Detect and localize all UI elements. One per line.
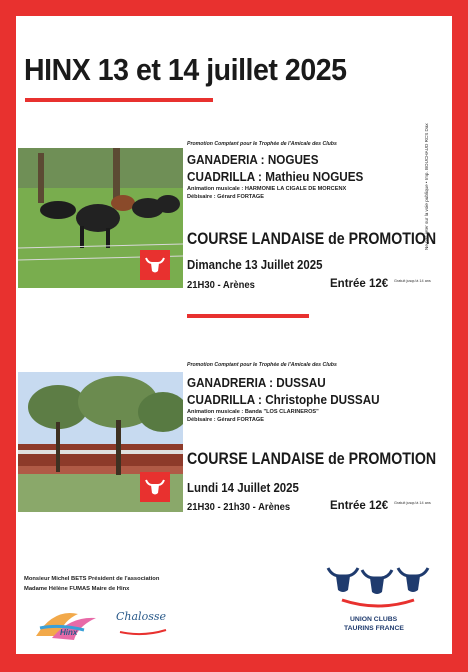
event2-animation: Animation musicale : Banda "LOS CLARINEROS" <box>187 409 319 415</box>
event1-cuadrilla: CUADRILLA : Mathieu NOGUES <box>187 169 364 184</box>
union-clubs-logo <box>322 562 434 614</box>
red-border-left <box>0 0 16 672</box>
event1-ganaderia: GANADERIA : NOGUES <box>187 152 319 167</box>
red-border-top <box>0 0 468 16</box>
bull-head-icon <box>140 472 170 502</box>
event1-time: 21H30 - Arènes <box>187 279 255 291</box>
bull-head-icon <box>140 250 170 280</box>
event2-free-note: Gratuit jusqu'à 14 ans <box>394 501 431 505</box>
event1-debisaire: Débisaire : Gérard FORTAGE <box>187 194 264 200</box>
poster-title: HINX 13 et 14 juillet 2025 <box>24 52 347 87</box>
event2-cuadrilla: CUADRILLA : Christophe DUSSAU <box>187 392 380 407</box>
union-line1: UNION CLUBS <box>350 616 398 623</box>
president-line: Monsieur Michel BETS Président de l'association <box>24 576 160 582</box>
event1-animation: Animation musicale : HARMONIE LA CIGALE DE MORCENX <box>187 186 347 192</box>
section-divider <box>187 314 309 318</box>
event2-price: Entrée 12€ <box>330 500 389 512</box>
union-line2: TAURINS FRANCE <box>344 625 404 632</box>
event1-free-note: Gratuit jusqu'à 14 ans <box>394 279 431 283</box>
event2-time: 21H30 - 21h30 - Arènes <box>187 501 291 513</box>
event1-trophy-note: Promotion Comptant pour le Trophée de l'Amicale des Clubs <box>187 141 337 147</box>
hinx-logo-text: Hinx <box>60 628 78 637</box>
red-border-bottom <box>0 654 468 672</box>
mayor-line: Madame Hélène FUMAS Maire de Hinx <box>24 586 130 592</box>
event1-course-title: COURSE LANDAISE de PROMOTION <box>187 230 437 248</box>
event1-price: Entrée 12€ <box>330 278 389 290</box>
printer-note: Ne pas jeter sur la voie publique • Imp. BOUCHAUD RCS Dax <box>424 123 429 250</box>
title-underline <box>25 98 213 102</box>
event2-ganaderia: GANADRERIA : DUSSAU <box>187 375 326 390</box>
event2-trophy-note: Promotion Comptant pour le Trophée de l'Amicale des Clubs <box>187 362 337 368</box>
event2-date: Lundi 14 Juillet 2025 <box>187 480 299 495</box>
chalosse-logo: Chalosse <box>116 610 166 623</box>
chalosse-swoosh-icon <box>118 628 168 636</box>
event2-course-title: COURSE LANDAISE de PROMOTION <box>187 450 437 468</box>
event2-debisaire: Débisaire : Gérard FORTAGE <box>187 417 264 423</box>
red-border-right <box>452 0 468 672</box>
event1-date: Dimanche 13 Juillet 2025 <box>187 257 323 272</box>
